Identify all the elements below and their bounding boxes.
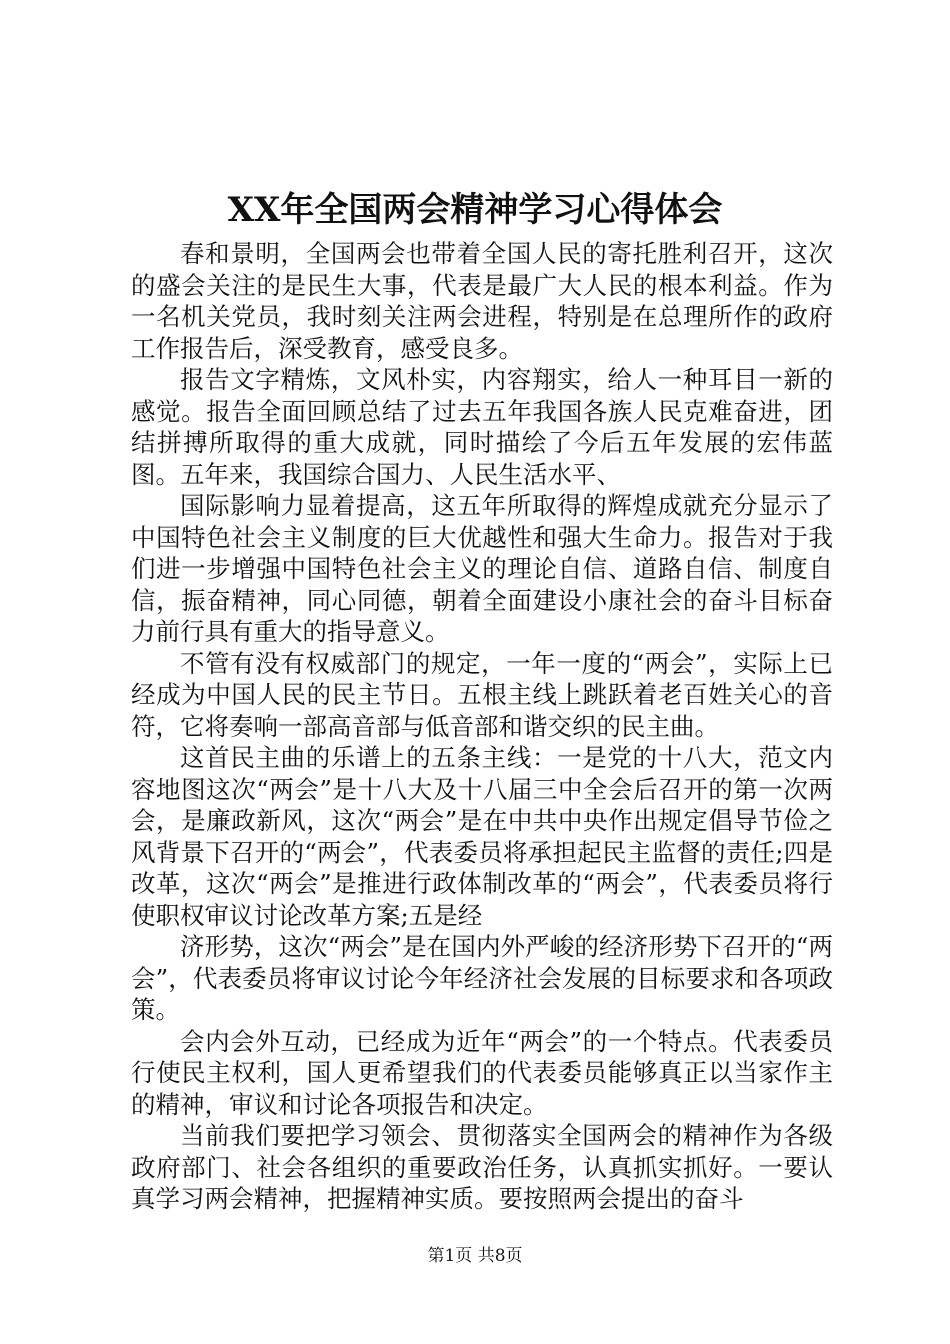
- paragraph: 报告文字精炼，文风朴实，内容翔实，给人一种耳目一新的感觉。报告全面回顾总结了过去五年我国各族人民克难奋进，团结拼搏所取得的重大成就，同时描绘了今后五年发展的宏伟蓝图。五年来，我国综合国力、人民生活水平、: [131, 365, 833, 489]
- paragraph: 会内会外互动，已经成为近年“两会”的一个特点。代表委员行使民主权利，国人更希望我们的代表委员能够真正以当家作主的精神，审议和讨论各项报告和决定。: [131, 1026, 833, 1119]
- paragraph: 这首民主曲的乐谱上的五条主线：一是党的十八大，范文内容地图这次“两会”是十八大及十八届三中全会后召开的第一次两会，是廉政新风，这次“两会”是在中共中央作出规定倡导节俭之风背景下召开的“两会”，代表委员将承担起民主监督的责任;四是改革，这次“两会”是推进行政体制改革的“两会”，代表委员将行使职权审议讨论改革方案;五是经: [131, 743, 833, 930]
- paragraph: 不管有没有权威部门的规定，一年一度的“两会”，实际上已经成为中国人民的民主节日。五根主线上跳跃着老百姓关心的音符，它将奏响一部高音部与低音部和谐交织的民主曲。: [131, 648, 833, 741]
- document-title: XX年全国两会精神学习心得体会: [227, 190, 723, 230]
- paragraph: 春和景明，全国两会也带着全国人民的寄托胜利召开，这次的盛会关注的是民生大事，代表是最广大人民的根本利益。作为一名机关党员，我时刻关注两会进程，特别是在总理所作的政府工作报告后，深受教育，感受良多。: [131, 239, 833, 363]
- paragraph: 国际影响力显着提高，这五年所取得的辉煌成就充分显示了中国特色社会主义制度的巨大优越性和强大生命力。报告对于我们进一步增强中国特色社会主义的理论自信、道路自信、制度自信，振奋精神，同心同德，朝着全面建设小康社会的奋斗目标奋力前行具有重大的指导意义。: [131, 491, 833, 646]
- page-number-footer: 第1页 共8页: [427, 1246, 523, 1266]
- paragraph: 当前我们要把学习领会、贯彻落实全国两会的精神作为各级政府部门、社会各组织的重要政治任务，认真抓实抓好。一要认真学习两会精神，把握精神实质。要按照两会提出的奋斗: [131, 1121, 833, 1213]
- document-body: [131, 238, 833, 1215]
- paragraph: 济形势，这次“两会”是在国内外严峻的经济形势下召开的“两会”，代表委员将审议讨论今年经济社会发展的目标要求和各项政策。: [131, 932, 833, 1024]
